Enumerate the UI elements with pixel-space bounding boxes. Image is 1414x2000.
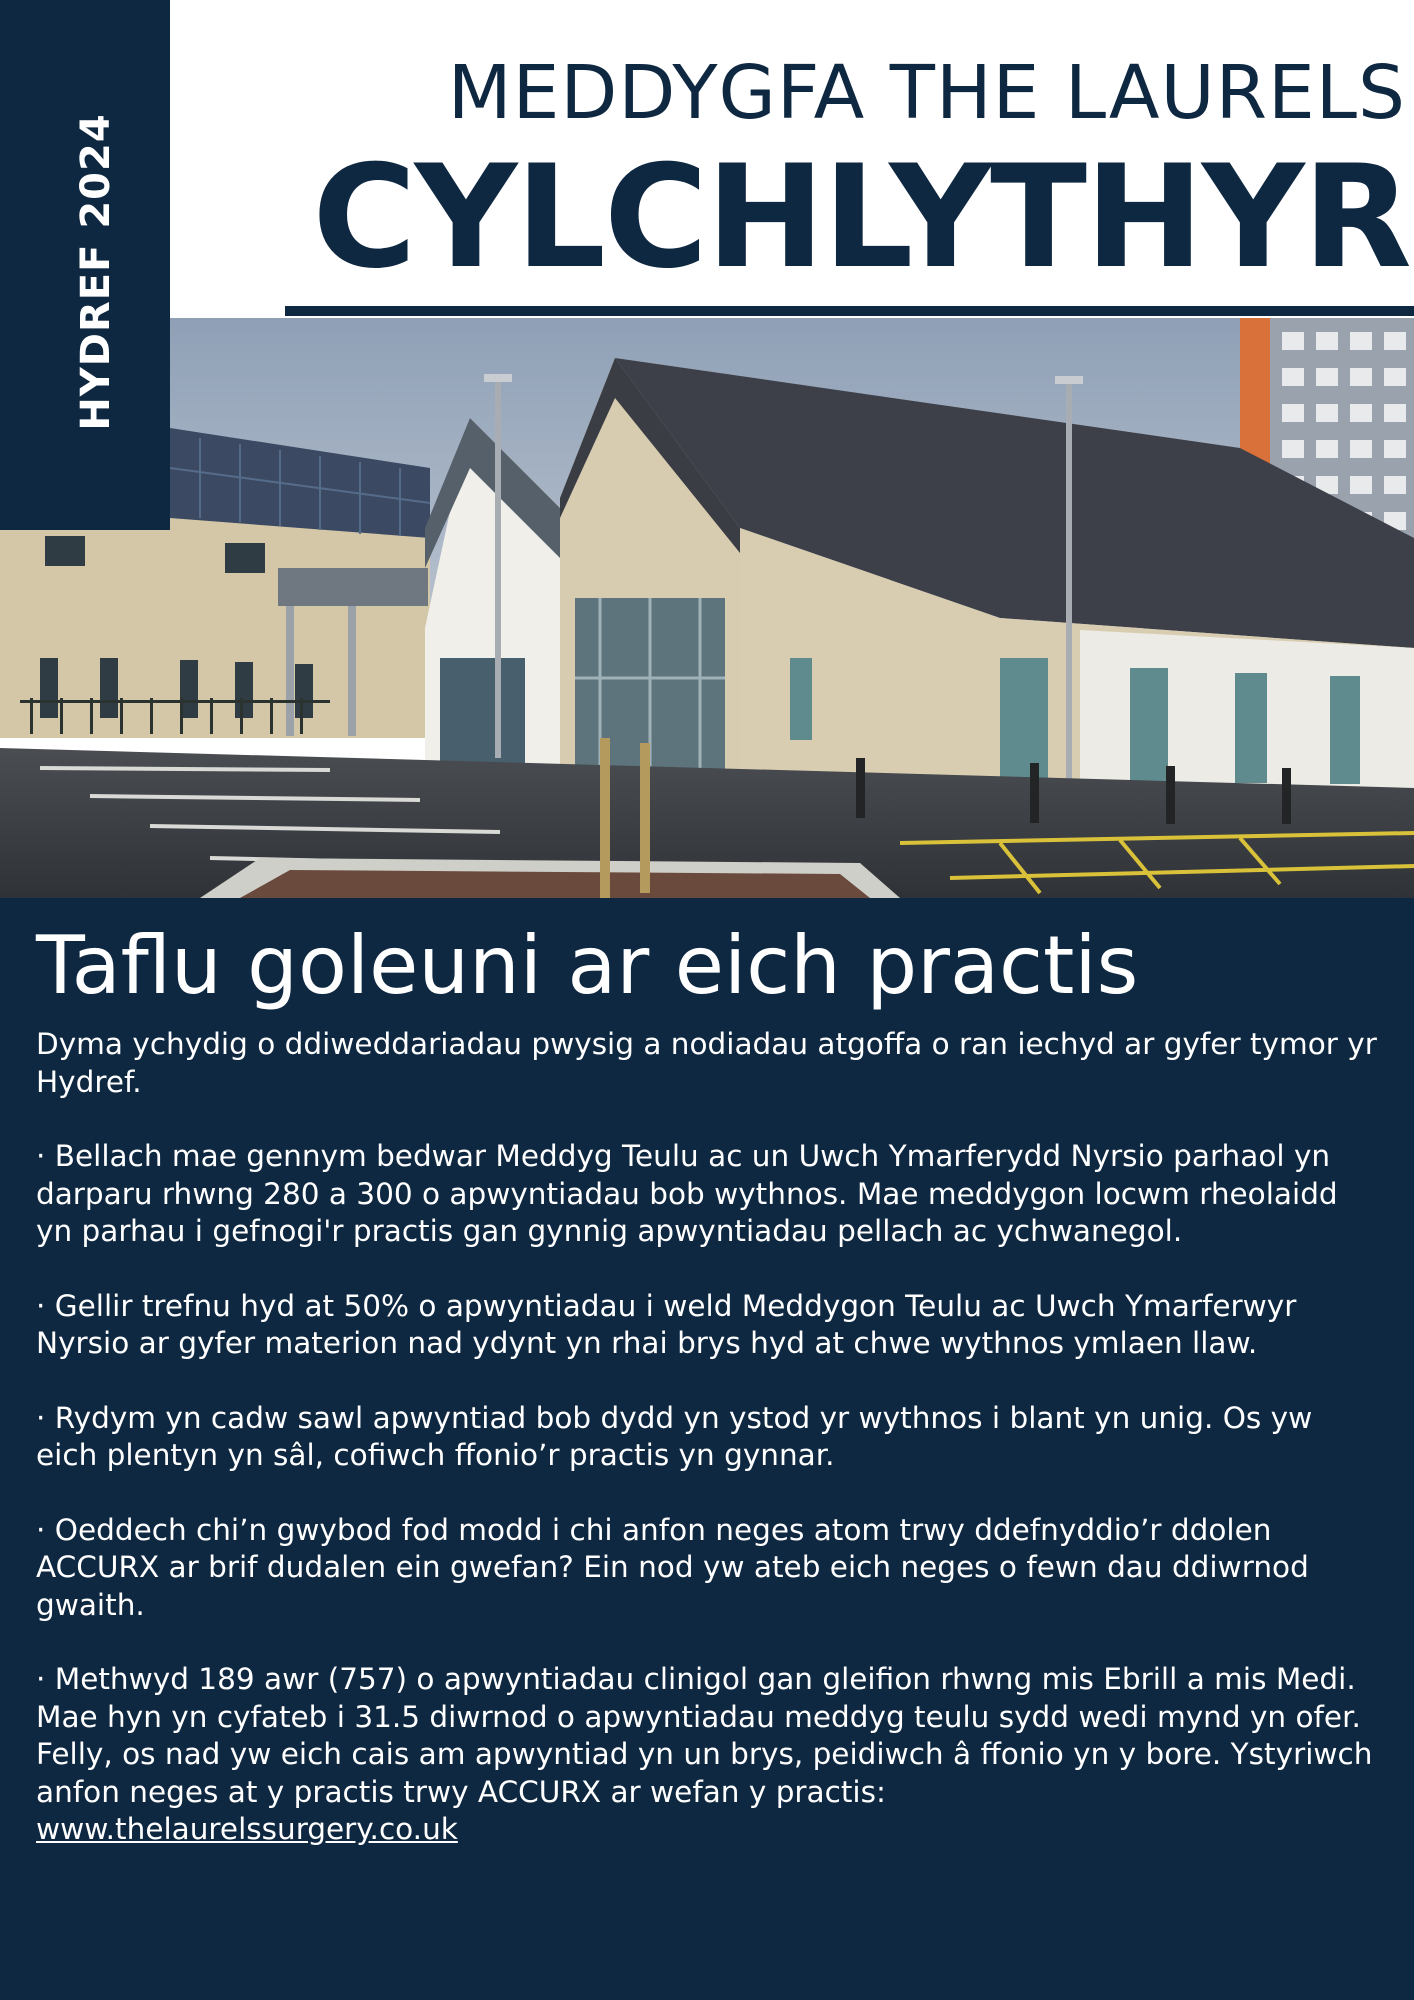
title-divider	[285, 306, 1414, 316]
bullet-paragraph: · Gellir trefnu hyd at 50% o apwyntiadau i weld Meddygon Teulu ac Uwch Ymarferwyr Nyrsio ar gyfer materion nad ydynt yn rhai brys hyd at chwe wythnos ymlaen llaw.	[36, 1288, 1297, 1360]
surgery-building-illustration	[0, 318, 1414, 898]
surgery-building-photo	[0, 318, 1414, 898]
bullet-paragraph: · Oeddech chi’n gwybod fod modd i chi anfon neges atom trwy ddefnyddio’r ddolen ACCURX ar brif dudalen ein gwefan? Ein nod yw ateb eich neges o fewn dau ddiwrnod gwaith.	[36, 1512, 1309, 1622]
newsletter-title: CYLCHLYTHYR	[312, 135, 1410, 300]
bullet-paragraph: · Methwyd 189 awr (757) o apwyntiadau clinigol gan gleifion rhwng mis Ebrill a mis Medi. Mae hyn yn cyfateb i 31.5 diwrnod o apwyntiadau meddyg teulu sydd wedi mynd yn ofer. Felly, os nad yw eich cais am apwyntiad yn un brys, peidiwch â ffonio yn y bore. Ystyriwch anfon neges at y practis trwy ACCURX ar wefan y practis:	[36, 1662, 1373, 1809]
website-link[interactable]: www.thelaurelssurgery.co.uk	[36, 1812, 458, 1846]
section-heading: Taflu goleuni ar eich practis	[36, 919, 1139, 1012]
practice-name: MEDDYGFA THE LAURELS	[447, 50, 1406, 136]
intro-paragraph: Dyma ychydig o ddiweddariadau pwysig a nodiadau atgoffa o ran iechyd ar gyfer tymor yr Hydref.	[36, 1027, 1377, 1099]
bullet-paragraph: · Bellach mae gennym bedwar Meddyg Teulu ac un Uwch Ymarferydd Nyrsio parhaol yn darparu rhwng 280 a 300 o apwyntiadau bob wythnos. Mae meddygon locwm rheolaidd yn parhau i gefnogi'r practis gan gynnig apwyntiadau pellach ac ychwanegol.	[36, 1139, 1338, 1248]
date-side-tab	[0, 0, 170, 530]
bullet-paragraph: · Rydym yn cadw sawl apwyntiad bob dydd yn ystod yr wythnos i blant yn unig. Os yw eich plentyn yn sâl, cofiwch ffonio’r practis yn gynnar.	[36, 1400, 1313, 1472]
issue-date-label: HYDREF 2024	[73, 113, 119, 431]
practice-spotlight-panel	[0, 898, 1414, 2000]
